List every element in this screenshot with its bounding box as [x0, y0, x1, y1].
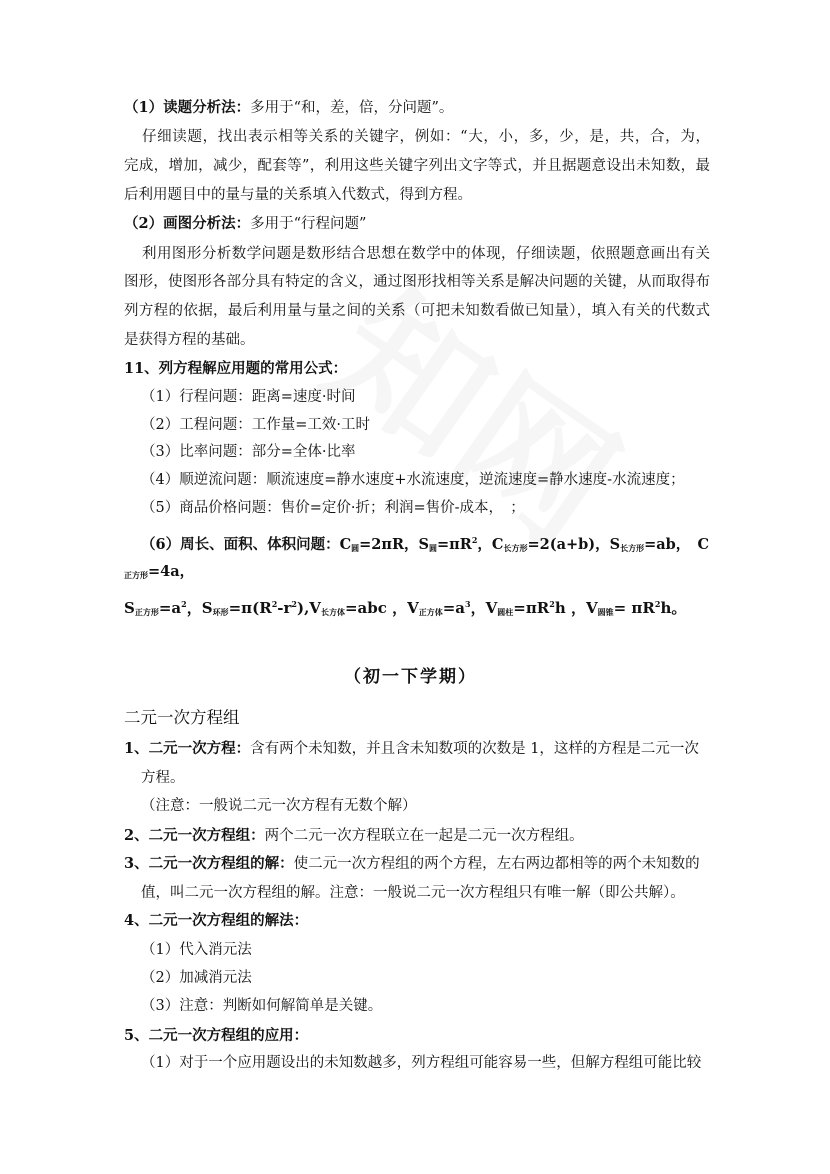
item-4: 4、二元一次方程组的解法：: [124, 912, 309, 929]
subscript: 圆锥: [597, 607, 614, 617]
item-label: 1、二元一次方程：: [124, 740, 251, 757]
item-text: 两个二元一次方程联立在一起是二元一次方程组。: [264, 828, 584, 844]
formula-item: （3）比率问题：部分=全体·比率: [141, 444, 356, 460]
item-label: 2、二元一次方程组：: [124, 827, 265, 844]
formula-item: （4）顺逆流问题：顺流速度=静水速度+水流速度，逆流速度=静水速度-水流速度；: [141, 472, 685, 488]
method-text: 多用于“行程问题”: [250, 216, 367, 232]
item-5: 5、二元一次方程组的应用：: [124, 1027, 309, 1044]
paragraph-line: 是获得方程的基础。: [124, 332, 255, 348]
subscript: 正方形: [124, 570, 148, 580]
paragraph-line: 图形，使图形各部分具有特定的含义，通过图形找相等关系是解决问题的关键，从而取得布: [124, 274, 710, 290]
chapter-heading: （初一下学期）: [344, 667, 477, 687]
formula-item: （1）行程问题：距离=速度·时间: [141, 389, 356, 405]
item-continuation: 值，叫二元一次方程组的解。注意：一般说二元一次方程组只有唯一解（即公共解）。: [141, 885, 685, 901]
method-label: （1）读题分析法：: [124, 99, 251, 116]
subscript: 长方形: [620, 543, 645, 553]
sub-item: （1）对于一个应用题设出的未知数越多，列方程组可能容易一些，但解方程组可能比较: [141, 1055, 702, 1071]
method-1: [124, 98, 453, 118]
formula-line: $S_{正方形}=a^2$，$S_{环形}=\pi(R^2-r^2),V_{长方体}=abc$ ，$V_{正方体}=a^3$，$V_{圆柱}=\pi R^2h$ ，$V_{圆锥}= \pi R^2h$。: [124, 599, 687, 617]
formula-item: （5）商品价格问题：售价=定价·折；利润=售价-成本， ；: [141, 500, 525, 516]
paragraph-line: 仔细读题，找出表示相等关系的关键字，例如：“大，小，多，少，是，共，合，为，: [142, 129, 710, 145]
formula-line: $_{正方形}$=4a，: [124, 563, 195, 580]
subscript: 圆柱: [497, 607, 514, 617]
item-text: 含有两个未知数，并且含未知数项的次数是 1，这样的方程是二元一次: [250, 741, 699, 757]
paragraph-line: 利用图形分析数学问题是数形结合思想在数学中的体现，仔细读题，依照题意画出有关: [142, 246, 710, 262]
subscript: 长方体: [320, 607, 345, 617]
paragraph-line: 列方程的依据，最后利用量与量之间的关系（可把未知数看做已知量），填入有关的代数式: [124, 303, 710, 319]
subscript: 长方形: [503, 543, 528, 553]
formula-item-6: （6）周长、面积、体积问题：$C_圆=2\pi R$，$S_圆=\pi R^2$，$C_{长方形}=2(a+b)$，$S_{长方形}=ab$， C: [141, 535, 710, 553]
subscript: 正方体: [418, 607, 443, 617]
sub-item: （2）加减消元法: [141, 970, 252, 986]
item-2: [124, 826, 584, 846]
item-label: 3、二元一次方程组的解：: [124, 855, 294, 872]
subscript: 环形: [212, 607, 229, 617]
paragraph-line: 完成，增加，减少，配套等”，利用这些关键字列出文字等式，并且据题意设出未知数，最: [124, 158, 710, 174]
paragraph-line: 后利用题目中的量与量的关系填入代数式，得到方程。: [124, 187, 472, 203]
item-text: 使二元一次方程组的两个方程，左右两边都相等的两个未知数的: [293, 856, 700, 872]
sub-item: （1）代入消元法: [141, 942, 252, 958]
section-title: 二元一次方程组: [124, 708, 240, 727]
item-note: （注意：一般说二元一次方程有无数个解）: [141, 798, 417, 814]
subscript: 圆: [351, 543, 360, 553]
subscript: 圆: [429, 543, 438, 553]
method-label: （2）画图分析法：: [124, 215, 251, 232]
item-continuation: 方程。: [141, 770, 185, 786]
section-11-title: 11、列方程解应用题的常用公式：: [124, 360, 348, 377]
method-text: 多用于“和，差，倍，分问题”。: [250, 100, 454, 116]
item-3: [124, 854, 700, 874]
item-1: [124, 739, 699, 759]
formula-item: （2）工程问题：工作量=工效·工时: [141, 417, 370, 433]
sub-item: （3）注意：判断如何解简单是关键。: [141, 998, 383, 1014]
subscript: 正方形: [134, 607, 159, 617]
method-2: [124, 214, 366, 234]
formula-label: （6）周长、面积、体积问题：: [141, 536, 340, 553]
